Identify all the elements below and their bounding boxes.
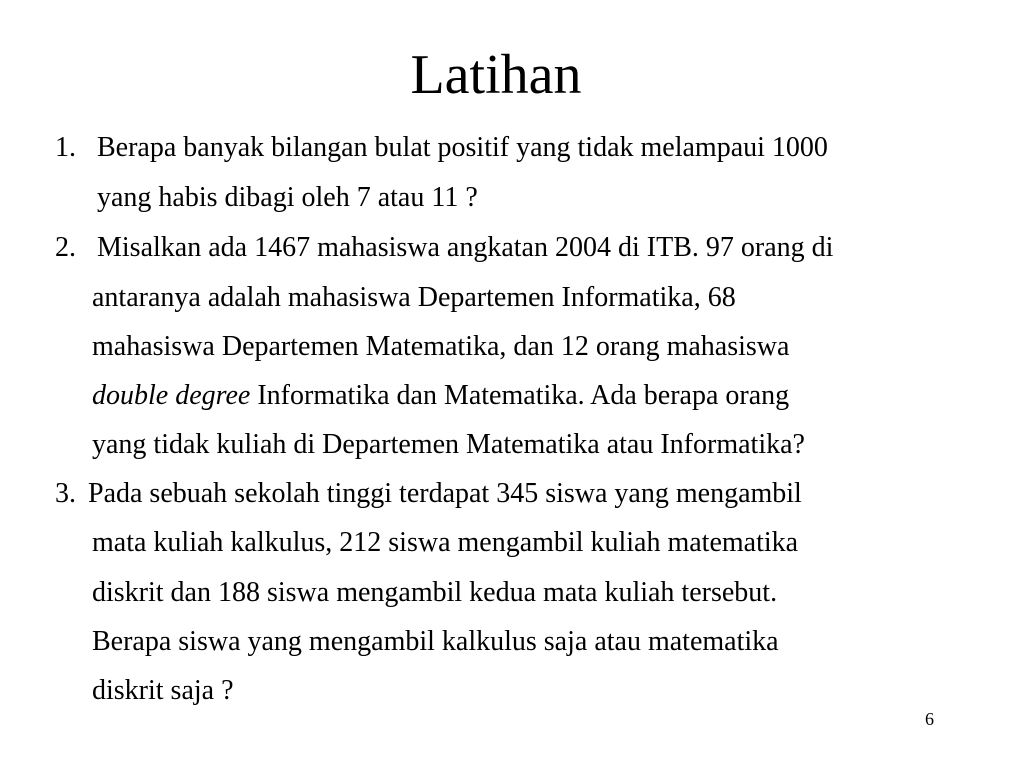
exercise-2-line-5: yang tidak kuliah di Departemen Matematika atau Informatika? — [92, 429, 805, 460]
exercise-3-line-5: diskrit saja ? — [92, 675, 234, 706]
exercise-2-line-4-text: Informatika dan Matematika. Ada berapa orang — [257, 380, 790, 411]
exercise-2-line-3: mahasiswa Departemen Matematika, dan 12 orang mahasiswa — [92, 331, 790, 362]
exercise-1-line-2: yang habis dibagi oleh 7 atau 11 ? — [97, 182, 478, 213]
page-number: 6 — [925, 709, 934, 729]
exercise-2-number: 2. — [55, 232, 76, 263]
exercise-2-line-2: antaranya adalah mahasiswa Departemen Informatika, 68 — [92, 282, 736, 313]
exercise-3-line-2: mata kuliah kalkulus, 212 siswa mengambil kuliah matematika — [92, 527, 799, 558]
exercise-1-number: 1. — [55, 132, 76, 163]
slide-title: Latihan — [410, 44, 582, 106]
exercise-2-line-1: Misalkan ada 1467 mahasiswa angkatan 2004 di ITB. 97 orang di — [97, 232, 834, 263]
exercise-2-line-4 — [92, 379, 789, 413]
double-degree-term: double degree — [92, 380, 251, 411]
exercise-3-number: 3. — [55, 478, 76, 509]
exercise-3-line-3: diskrit dan 188 siswa mengambil kedua mata kuliah tersebut. — [92, 577, 778, 608]
exercise-3-line-1: Pada sebuah sekolah tinggi terdapat 345 siswa yang mengambil — [88, 478, 802, 509]
exercise-3-line-4: Berapa siswa yang mengambil kalkulus saja atau matematika — [92, 626, 779, 657]
exercise-1-line-1: Berapa banyak bilangan bulat positif yang tidak melampaui 1000 — [97, 132, 828, 163]
